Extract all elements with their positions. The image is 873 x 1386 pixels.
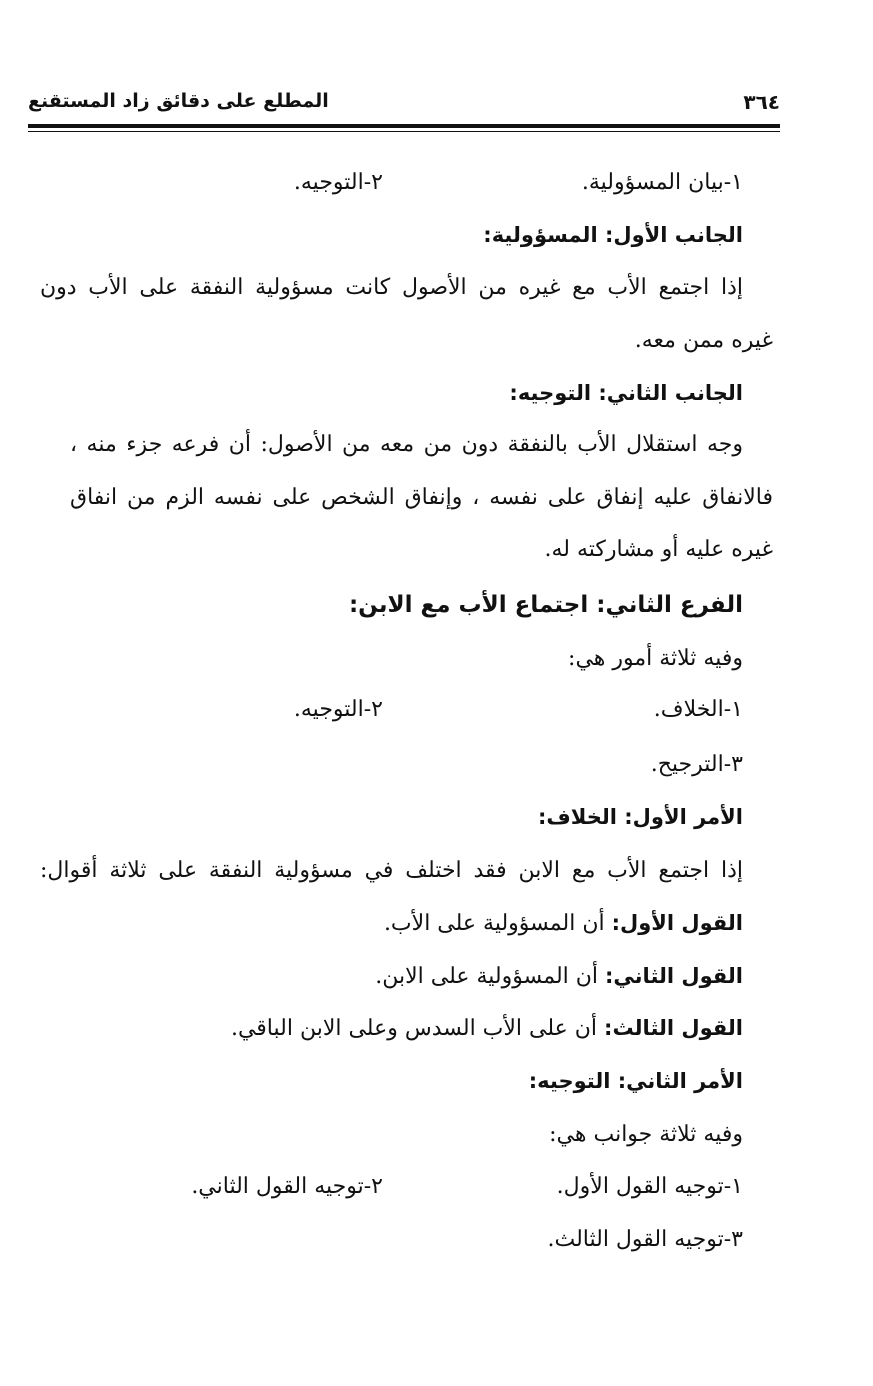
paragraph-line: فالانفاق عليه إنفاق على نفسه ، وإنفاق الشخص على نفسه الزم من انفاق	[70, 485, 773, 510]
opinion-label: القول الأول:	[611, 911, 743, 935]
opinion-label: القول الثالث:	[604, 1016, 743, 1040]
list-item: ٢-التوجيه.	[293, 697, 383, 722]
paragraph-line: وجه استقلال الأب بالنفقة دون من معه من الأصول: أن فرعه جزء منه ،	[70, 432, 743, 457]
list-item: ٣-توجيه القول الثالث.	[547, 1227, 743, 1252]
section-heading: الأمر الأول: الخلاف:	[538, 805, 743, 829]
opinion-line	[384, 903, 743, 943]
page-number: ٣٦٤	[743, 90, 780, 114]
opinion-text: أن المسؤولية على الابن.	[375, 964, 599, 989]
paragraph-line: وفيه ثلاثة جوانب هي:	[549, 1122, 743, 1147]
section-heading: الأمر الثاني: التوجيه:	[528, 1069, 743, 1093]
header-rule-thin	[28, 131, 780, 132]
opinion-label: القول الثاني:	[605, 964, 743, 988]
list-item: ١-الخلاف.	[653, 697, 743, 722]
list-item: ١-بيان المسؤولية.	[581, 170, 743, 195]
paragraph-line: وفيه ثلاثة أمور هي:	[568, 646, 743, 671]
list-item: ٢-التوجيه.	[293, 170, 383, 195]
paragraph-line: غيره عليه أو مشاركته له.	[544, 537, 773, 562]
opinion-line	[375, 956, 743, 996]
page-header	[28, 84, 780, 126]
section-heading: الجانب الثاني: التوجيه:	[509, 381, 743, 405]
branch-heading: الفرع الثاني: اجتماع الأب مع الابن:	[348, 592, 743, 618]
paragraph-line: إذا اجتمع الأب مع غيره من الأصول كانت مسؤولية النفقة على الأب دون	[40, 275, 743, 300]
section-heading: الجانب الأول: المسؤولية:	[483, 223, 743, 247]
paragraph-line: غيره ممن معه.	[634, 328, 773, 353]
header-rule-thick	[28, 124, 780, 128]
book-title: المطلع على دقائق زاد المستقنع	[28, 90, 329, 112]
opinion-text: أن المسؤولية على الأب.	[383, 911, 605, 936]
opinion-line	[231, 1008, 743, 1048]
list-item: ٢-توجيه القول الثاني.	[191, 1174, 383, 1199]
list-item: ٣-الترجيح.	[650, 752, 743, 777]
opinion-text: أن على الأب السدس وعلى الابن الباقي.	[230, 1016, 598, 1041]
paragraph-line: إذا اجتمع الأب مع الابن فقد اختلف في مسؤولية النفقة على ثلاثة أقوال:	[40, 858, 743, 883]
list-item: ١-توجيه القول الأول.	[556, 1174, 743, 1199]
